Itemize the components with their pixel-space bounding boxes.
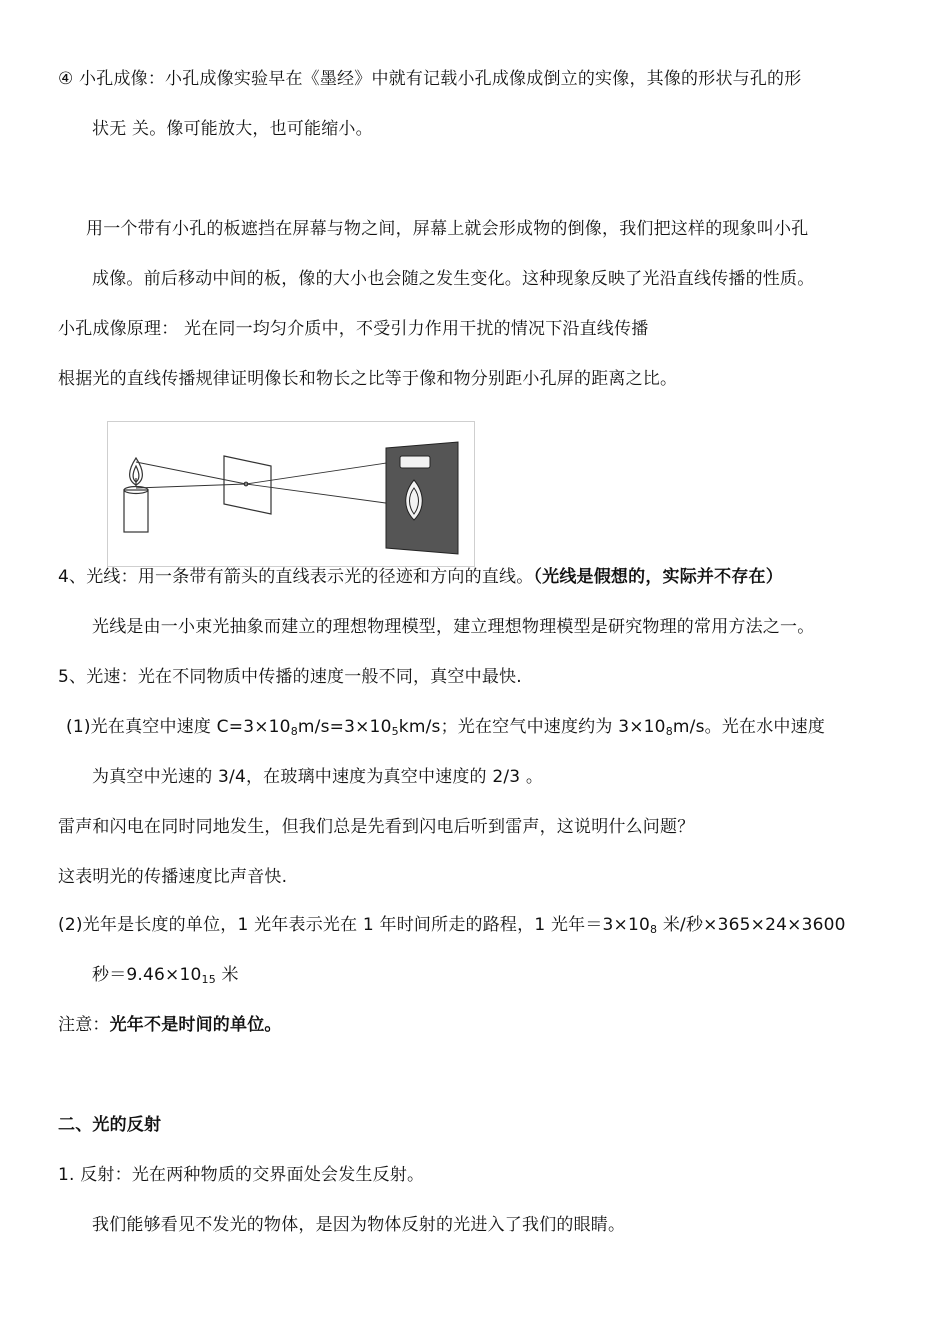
p1-a: (1)光在真空中速度 C=3×10 [66, 717, 291, 737]
light-speed-title: 5、光速：光在不同物质中传播的速度一般不同，真空中最快. [58, 667, 522, 687]
p2-a: (2)光年是长度的单位，1 光年表示光在 1 年时间所走的路程，1 光年＝3×10 [58, 915, 651, 935]
light-speed-p1-cont: 为真空中光速的 3/4，在玻璃中速度为真空中速度的 2/3 。 [92, 767, 544, 787]
p2-b: 米/秒×365×24×3600 [657, 915, 846, 935]
item4-line1: ④ 小孔成像：小孔成像实验早在《墨经》中就有记载小孔成像成倒立的实像，其像的形状与孔的形 [58, 69, 802, 89]
answer-text: 这表明光的传播速度比声音快. [58, 867, 288, 887]
light-ray-note: 光线是由一小束光抽象而建立的理想物理模型，建立理想物理模型是研究物理的常用方法之一。 [92, 617, 815, 637]
note-line [58, 1013, 282, 1037]
p2c-sub1: 15 [201, 973, 216, 986]
section2-heading: 二、光的反射 [58, 1115, 162, 1135]
pinhole-figure [107, 421, 475, 567]
pinhole-desc-line2: 成像。前后移动中间的板，像的大小也会随之发生变化。这种现象反映了光沿直线传播的性质。 [92, 269, 815, 289]
light-ray-bold: （光线是假想的，实际并不存在） [533, 567, 783, 587]
light-year-p2 [58, 913, 846, 937]
p2-sub1: 8 [650, 923, 658, 936]
candle-body [124, 490, 148, 532]
p1-sub2: 5 [391, 725, 399, 738]
inverted-candle-body [400, 456, 430, 468]
proof-text: 根据光的直线传播规律证明像长和物长之比等于像和物分别距小孔屏的距离之比。 [58, 369, 678, 389]
light-year-p2-cont [92, 963, 239, 987]
light-ray-text: 4、光线：用一条带有箭头的直线表示光的径迹和方向的直线。 [58, 567, 534, 587]
p1-b: m/s=3×10 [297, 717, 392, 737]
ray-top [136, 462, 246, 484]
note-bold: 光年不是时间的单位。 [109, 1015, 282, 1035]
light-speed-p1 [66, 715, 825, 739]
question-text: 雷声和闪电在同时同地发生，但我们总是先看到闪电后听到雷声，这说明什么问题？ [58, 817, 695, 837]
p1-sub1: 8 [290, 725, 298, 738]
item4-line2: 状无 关。像可能放大，也可能缩小。 [92, 119, 373, 139]
ray-bottom [136, 484, 246, 488]
light-ray-line [58, 565, 783, 589]
section2-item1: 1. 反射：光在两种物质的交界面处会发生反射。 [58, 1165, 425, 1185]
section2-item1-note: 我们能够看见不发光的物体，是因为物体反射的光进入了我们的眼睛。 [92, 1215, 626, 1235]
p2c-a: 秒＝9.46×10 [92, 965, 202, 985]
p2c-b: 米 [215, 965, 239, 985]
pinhole-desc-line1: 用一个带有小孔的板遮挡在屏幕与物之间，屏幕上就会形成物的倒像，我们把这样的现象叫小孔 [86, 219, 809, 239]
ray-top-continued [246, 484, 393, 504]
p1-d: m/s。光在水中速度 [672, 717, 826, 737]
p1-sub3: 8 [665, 725, 673, 738]
principle-text: 小孔成像原理： 光在同一均匀介质中，不受引力作用干扰的情况下沿直线传播 [58, 319, 649, 339]
note-label: 注意： [58, 1015, 110, 1035]
p1-c: km/s；光在空气中速度约为 3×10 [398, 717, 666, 737]
